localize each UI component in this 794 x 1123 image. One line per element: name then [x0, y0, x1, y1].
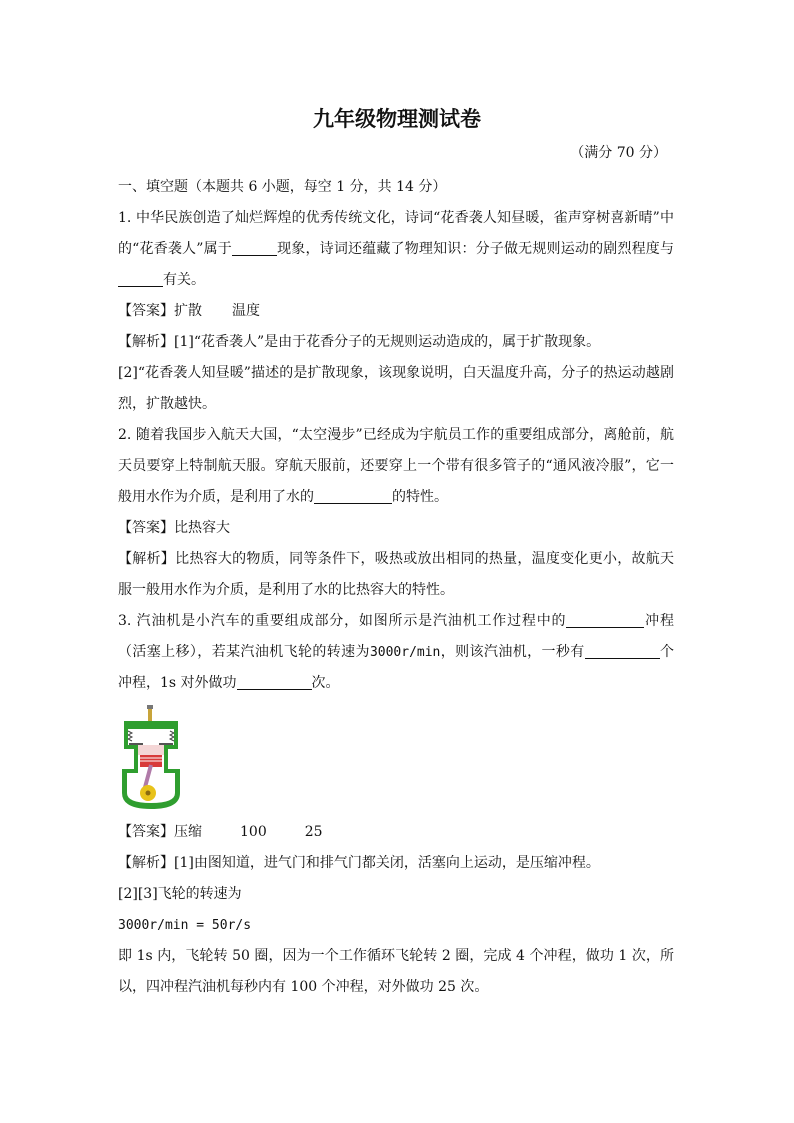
- q1-analysis: [118, 327, 674, 358]
- q3-line1: [118, 606, 674, 637]
- answer-value: 温度: [232, 303, 260, 319]
- q3-text: 3. 汽油机是小汽车的重要组成部分，如图所示是汽油机工作过程中的: [118, 613, 567, 629]
- q1-line1: 1. 中华民族创造了灿烂辉煌的优秀传统文化，诗词“花香袭人知昼暖，雀声穿树喜新晴”中: [118, 210, 674, 226]
- q1-line2: [118, 234, 674, 265]
- q1-line3: [118, 265, 674, 296]
- q1-blank-2: [118, 272, 163, 287]
- q3-text: 冲程: [644, 613, 674, 629]
- q2-line2: 天员要穿上特制航天服。穿航天服前，还要穿上一个带有很多管子的“通风液冷服”，它一: [118, 458, 674, 474]
- q2-answer: [118, 513, 674, 544]
- engine-figure: [118, 699, 674, 817]
- analysis-text: 比热容大的物质，同等条件下，吸热或放出相同的热量，温度变化更小，故航天: [175, 551, 675, 567]
- answer-value: 25: [304, 824, 323, 840]
- section-heading: 一、填空题（本题共 6 小题，每空 1 分，共 14 分）: [118, 179, 447, 195]
- answer-value: 扩散: [174, 303, 202, 319]
- q2-line3: [118, 482, 674, 513]
- analysis-label: 【解析】: [118, 551, 176, 567]
- q1-text: 现象，诗词还蕴藏了物理知识：分子做无规则运动的剧烈程度与: [276, 241, 674, 257]
- crank-axle: [146, 791, 151, 796]
- q3-blank-3: [237, 675, 312, 690]
- q2-blank: [314, 489, 392, 504]
- page-title: 九年级物理测试卷: [313, 106, 481, 131]
- q3-blank-2: [585, 644, 660, 659]
- q3-line3: [118, 668, 674, 699]
- document-content: [118, 172, 674, 1003]
- q2-text: 般用水作为介质，是利用了水的: [118, 489, 314, 505]
- q1-text: 有关。: [163, 272, 205, 288]
- q1-answer: [118, 296, 674, 327]
- answer-value: 压缩: [174, 824, 202, 840]
- q3-text: ，则该汽油机，一秒有: [440, 644, 585, 660]
- analysis-text: [1]由图知道，进气门和排气门都关闭，活塞向上运动，是压缩冲程。: [174, 855, 600, 871]
- analysis-text: [1]“花香袭人”是由于花香分子的无规则运动造成的，属于扩散现象。: [174, 334, 601, 350]
- q2-text: 的特性。: [392, 489, 448, 505]
- q1-analysis-line: [2]“花香袭人知昼暖”描述的是扩散现象，该现象说明，白天温度升高，分子的热运动越剧: [118, 365, 674, 381]
- q3-speed: 3000r/min: [369, 645, 441, 660]
- analysis-label: 【解析】: [118, 855, 174, 871]
- q3-analysis-line: 即 1s 内，飞轮转 50 圈，因为一个工作循环飞轮转 2 圈，完成 4 个冲程，做功 1 次，所: [118, 948, 674, 964]
- answer-value: 比热容大: [174, 520, 230, 536]
- q1-blank-1: [232, 241, 277, 256]
- answer-value: 100: [240, 824, 267, 840]
- q3-answer: [118, 817, 674, 848]
- answer-label: 【答案】: [118, 520, 174, 536]
- q3-text: 次。: [311, 675, 340, 691]
- q2-analysis: [118, 544, 674, 575]
- q3-analysis-line: [2][3]飞轮的转速为: [118, 886, 242, 902]
- q3-text: （活塞上移），若某汽油机飞轮的转速为: [118, 644, 370, 660]
- analysis-label: 【解析】: [118, 334, 174, 350]
- q2-analysis-line: 服一般用水作为介质，是利用了水的比热容大的特性。: [118, 582, 454, 598]
- answer-label: 【答案】: [118, 303, 174, 319]
- q1-analysis-line: 烈，扩散越快。: [118, 396, 216, 412]
- q3-analysis-line: 以，四冲程汽油机每秒内有 100 个冲程，对外做功 25 次。: [118, 979, 489, 995]
- q3-blank-1: [566, 613, 644, 628]
- valve-springs: [128, 731, 174, 741]
- cylinder-head: [124, 721, 178, 729]
- q1-text: 的“花香袭人”属于: [118, 241, 232, 257]
- q3-text: 冲程，1s 对外做功: [118, 675, 237, 691]
- combustion-chamber: [138, 745, 164, 755]
- q3-text: 个: [659, 644, 675, 660]
- q2-line1: 2. 随着我国步入航天大国，“太空漫步”已经成为宇航员工作的重要组成部分，离舱前，航: [118, 427, 674, 443]
- spark-plug-tip: [147, 705, 153, 709]
- q3-line2: [118, 637, 674, 668]
- answer-label: 【答案】: [118, 824, 174, 840]
- score-note: （满分 70 分）: [570, 145, 667, 161]
- q3-analysis: [118, 848, 674, 879]
- spark-plug: [148, 709, 152, 723]
- q3-formula: 3000r/min = 50r/s: [118, 918, 252, 933]
- gasoline-engine-diagram: [118, 705, 184, 811]
